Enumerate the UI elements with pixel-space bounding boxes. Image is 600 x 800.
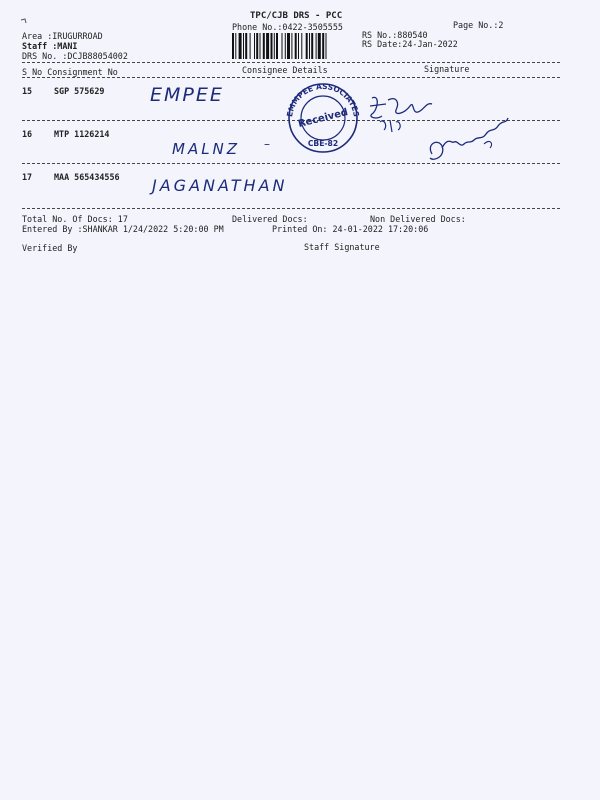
phone-number: Phone No.:0422-3505555 (232, 22, 343, 32)
row-sno: 17 (22, 172, 33, 182)
area-label: Area :IRUGURROAD (22, 31, 103, 41)
column-consignee-details: Consignee Details (242, 65, 328, 75)
rs-date: RS Date:24-Jan-2022 (362, 39, 458, 49)
stamp-top-text: EMMPEE ASSOCIATES (285, 81, 361, 118)
stamp-bottom-text: CBE-82 (307, 139, 339, 148)
dash-mark: – (264, 137, 270, 151)
received-stamp (280, 80, 366, 154)
total-docs: Total No. Of Docs: 17 (22, 214, 128, 224)
doc-title: TPC/CJB DRS - PCC (250, 11, 343, 21)
row-sno: 16 (22, 129, 33, 139)
non-delivered-docs: Non Delivered Docs: (370, 214, 466, 224)
entered-by: Entered By :SHANKAR 1/24/2022 5:20:00 PM (22, 224, 224, 234)
row-handwritten-name: JAGANATHAN (152, 176, 288, 195)
row-consignment: SGP 575629 (54, 86, 105, 96)
verified-by: Verified By (22, 243, 78, 253)
row-handwritten-name: EMPEE (150, 84, 224, 106)
signature-row-16 (424, 114, 514, 166)
drs-number: DRS No. :DCJB88054002 (22, 51, 128, 61)
column-sno-consignment: S No Consignment No (22, 67, 118, 77)
staff-signature: Staff Signature (304, 242, 380, 252)
rule-top (22, 62, 560, 63)
row-consignment: MTP 1126214 (54, 129, 110, 139)
row-consignment: MAA 565434556 (54, 172, 120, 182)
row-handwritten-name: MALNZ (172, 140, 241, 158)
stamp-center-text: Received (297, 106, 350, 131)
printed-on: Printed On: 24-01-2022 17:20:06 (272, 224, 429, 234)
rs-number: RS No.:880540 (362, 30, 428, 40)
corner-mark-icon (20, 18, 30, 28)
column-signature: Signature (424, 64, 470, 74)
page-number: Page No.:2 (453, 20, 504, 30)
rule-header-bottom (22, 77, 560, 78)
barcode-icon (232, 33, 356, 59)
row-sno: 15 (22, 86, 33, 96)
staff-label: Staff :MANI (22, 41, 78, 51)
rule-row-17 (22, 208, 560, 209)
delivered-docs: Delivered Docs: (232, 214, 308, 224)
